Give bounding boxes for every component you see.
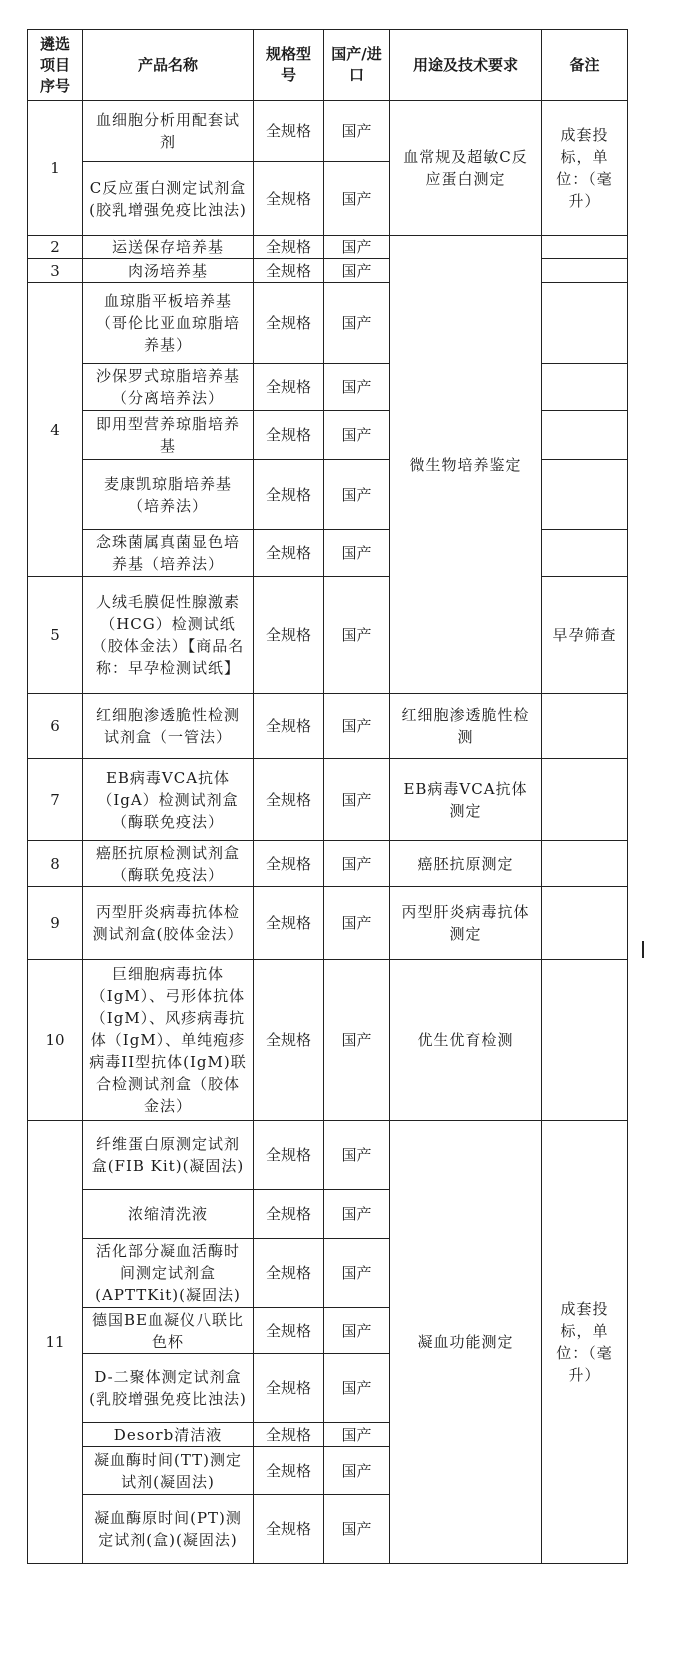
origin-cell: 国产 bbox=[324, 283, 390, 364]
product-name: 麦康凯琼脂培养基（培养法） bbox=[83, 460, 254, 530]
product-name: D-二聚体测定试剂盒(乳胶增强免疫比浊法) bbox=[83, 1354, 254, 1423]
spec-cell: 全规格 bbox=[254, 694, 324, 759]
row-number: 1 bbox=[28, 101, 83, 236]
use-cell: 凝血功能测定 bbox=[390, 1121, 542, 1564]
origin-cell: 国产 bbox=[324, 364, 390, 411]
product-name: C反应蛋白测定试剂盒(胶乳增强免疫比浊法) bbox=[83, 162, 254, 236]
table-row bbox=[28, 236, 628, 259]
note-cell bbox=[542, 694, 628, 759]
product-name: 巨细胞病毒抗体（IgM）、弓形体抗体（IgM）、风疹病毒抗体（IgM）、单纯疱疹病毒II型抗体(IgM)联合检测试剂盒（胶体金法） bbox=[83, 960, 254, 1121]
origin-cell: 国产 bbox=[324, 887, 390, 960]
spec-cell: 全规格 bbox=[254, 1495, 324, 1564]
product-name: 运送保存培养基 bbox=[83, 236, 254, 259]
note-cell bbox=[542, 283, 628, 364]
row-number: 11 bbox=[28, 1121, 83, 1564]
origin-cell: 国产 bbox=[324, 577, 390, 694]
origin-cell: 国产 bbox=[324, 960, 390, 1121]
origin-cell: 国产 bbox=[324, 694, 390, 759]
note-cell bbox=[542, 236, 628, 259]
origin-cell: 国产 bbox=[324, 1423, 390, 1447]
product-name: 凝血酶时间(TT)测定试剂(凝固法) bbox=[83, 1447, 254, 1495]
spec-cell: 全规格 bbox=[254, 101, 324, 162]
note-cell bbox=[542, 411, 628, 460]
origin-cell: 国产 bbox=[324, 411, 390, 460]
product-name: 血琼脂平板培养基（哥伦比亚血琼脂培养基） bbox=[83, 283, 254, 364]
spec-cell: 全规格 bbox=[254, 364, 324, 411]
spec-cell: 全规格 bbox=[254, 960, 324, 1121]
note-cell: 成套投标，单位：（毫升） bbox=[542, 101, 628, 236]
use-cell: 癌胚抗原测定 bbox=[390, 841, 542, 887]
spec-cell: 全规格 bbox=[254, 1308, 324, 1354]
origin-cell: 国产 bbox=[324, 460, 390, 530]
row-number: 2 bbox=[28, 236, 83, 259]
product-name: 活化部分凝血活酶时间测定试剂盒(APTTKit)(凝固法) bbox=[83, 1239, 254, 1308]
origin-cell: 国产 bbox=[324, 162, 390, 236]
spec-cell: 全规格 bbox=[254, 577, 324, 694]
note-cell bbox=[542, 259, 628, 283]
product-name: 德国BE血凝仪八联比色杯 bbox=[83, 1308, 254, 1354]
spec-cell: 全规格 bbox=[254, 1447, 324, 1495]
product-name: 沙保罗式琼脂培养基（分离培养法） bbox=[83, 364, 254, 411]
product-name: 纤维蛋白原测定试剂盒(FIB Kit)(凝固法) bbox=[83, 1121, 254, 1190]
header-spec: 规格型号 bbox=[254, 30, 324, 101]
note-cell bbox=[542, 887, 628, 960]
origin-cell: 国产 bbox=[324, 1190, 390, 1239]
spec-cell: 全规格 bbox=[254, 1121, 324, 1190]
margin-mark bbox=[642, 941, 644, 958]
note-cell bbox=[542, 960, 628, 1121]
table-row bbox=[28, 887, 628, 960]
note-cell bbox=[542, 759, 628, 841]
origin-cell: 国产 bbox=[324, 101, 390, 162]
product-name: 浓缩清洗液 bbox=[83, 1190, 254, 1239]
header-use: 用途及技术要求 bbox=[390, 30, 542, 101]
spec-cell: 全规格 bbox=[254, 259, 324, 283]
row-number: 7 bbox=[28, 759, 83, 841]
product-name: EB病毒VCA抗体（IgA）检测试剂盒（酶联免疫法） bbox=[83, 759, 254, 841]
origin-cell: 国产 bbox=[324, 1354, 390, 1423]
table-header-row bbox=[28, 30, 628, 101]
product-name: 人绒毛膜促性腺激素（HCG）检测试纸（胶体金法）【商品名称：早孕检测试纸】 bbox=[83, 577, 254, 694]
spec-cell: 全规格 bbox=[254, 236, 324, 259]
note-cell bbox=[542, 460, 628, 530]
header-origin: 国产/进口 bbox=[324, 30, 390, 101]
product-name: 肉汤培养基 bbox=[83, 259, 254, 283]
table-row bbox=[28, 841, 628, 887]
note-cell bbox=[542, 530, 628, 577]
spec-cell: 全规格 bbox=[254, 530, 324, 577]
origin-cell: 国产 bbox=[324, 1495, 390, 1564]
use-cell: 血常规及超敏C反应蛋白测定 bbox=[390, 101, 542, 236]
product-name: 凝血酶原时间(PT)测定试剂(盒)(凝固法) bbox=[83, 1495, 254, 1564]
note-cell bbox=[542, 364, 628, 411]
table-row bbox=[28, 960, 628, 1121]
product-name: Desorb清洁液 bbox=[83, 1423, 254, 1447]
spec-cell: 全规格 bbox=[254, 1423, 324, 1447]
row-number: 8 bbox=[28, 841, 83, 887]
spec-cell: 全规格 bbox=[254, 460, 324, 530]
origin-cell: 国产 bbox=[324, 759, 390, 841]
use-cell: EB病毒VCA抗体测定 bbox=[390, 759, 542, 841]
row-number: 6 bbox=[28, 694, 83, 759]
header-name: 产品名称 bbox=[83, 30, 254, 101]
header-note: 备注 bbox=[542, 30, 628, 101]
origin-cell: 国产 bbox=[324, 259, 390, 283]
origin-cell: 国产 bbox=[324, 1447, 390, 1495]
spec-cell: 全规格 bbox=[254, 411, 324, 460]
spec-cell: 全规格 bbox=[254, 887, 324, 960]
product-name: 癌胚抗原检测试剂盒（酶联免疫法） bbox=[83, 841, 254, 887]
note-cell bbox=[542, 841, 628, 887]
table-row bbox=[28, 694, 628, 759]
row-number: 10 bbox=[28, 960, 83, 1121]
note-cell: 成套投标，单位：（毫升） bbox=[542, 1121, 628, 1564]
header-no: 遴选项目序号 bbox=[28, 30, 83, 101]
origin-cell: 国产 bbox=[324, 841, 390, 887]
origin-cell: 国产 bbox=[324, 1308, 390, 1354]
product-name: 血细胞分析用配套试剂 bbox=[83, 101, 254, 162]
table-row bbox=[28, 101, 628, 162]
product-name: 丙型肝炎病毒抗体检测试剂盒(胶体金法） bbox=[83, 887, 254, 960]
table-row bbox=[28, 759, 628, 841]
spec-cell: 全规格 bbox=[254, 1354, 324, 1423]
use-cell: 早孕筛查 bbox=[542, 577, 628, 694]
origin-cell: 国产 bbox=[324, 1239, 390, 1308]
spec-cell: 全规格 bbox=[254, 841, 324, 887]
origin-cell: 国产 bbox=[324, 1121, 390, 1190]
row-number: 9 bbox=[28, 887, 83, 960]
spec-cell: 全规格 bbox=[254, 283, 324, 364]
spec-cell: 全规格 bbox=[254, 162, 324, 236]
product-name: 念珠菌属真菌显色培养基（培养法） bbox=[83, 530, 254, 577]
spec-cell: 全规格 bbox=[254, 759, 324, 841]
spec-cell: 全规格 bbox=[254, 1190, 324, 1239]
row-number: 4 bbox=[28, 283, 83, 577]
use-cell: 微生物培养鉴定 bbox=[390, 236, 542, 694]
spec-cell: 全规格 bbox=[254, 1239, 324, 1308]
product-name: 即用型营养琼脂培养基 bbox=[83, 411, 254, 460]
table-row bbox=[28, 1121, 628, 1190]
product-table bbox=[27, 29, 628, 1564]
origin-cell: 国产 bbox=[324, 236, 390, 259]
row-number: 5 bbox=[28, 577, 83, 694]
use-cell: 优生优育检测 bbox=[390, 960, 542, 1121]
origin-cell: 国产 bbox=[324, 530, 390, 577]
product-name: 红细胞渗透脆性检测试剂盒（一管法） bbox=[83, 694, 254, 759]
use-cell: 丙型肝炎病毒抗体测定 bbox=[390, 887, 542, 960]
use-cell: 红细胞渗透脆性检测 bbox=[390, 694, 542, 759]
row-number: 3 bbox=[28, 259, 83, 283]
